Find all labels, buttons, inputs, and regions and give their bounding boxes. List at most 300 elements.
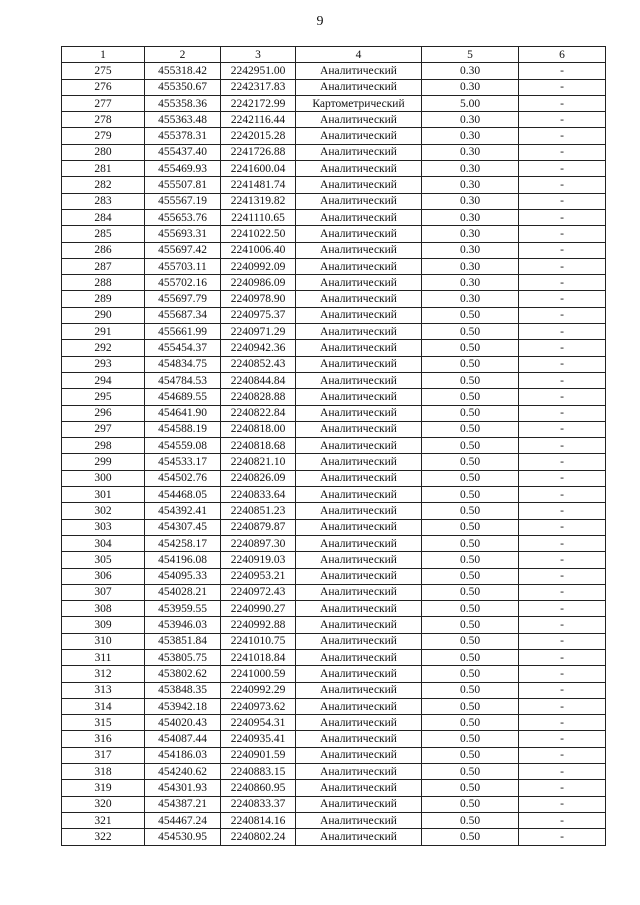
y-coordinate-cell: 2240972.43 xyxy=(221,584,296,600)
x-coordinate-cell: 454530.95 xyxy=(145,829,221,845)
method-cell: Аналитический xyxy=(296,275,422,291)
point-number-cell: 310 xyxy=(62,633,145,649)
point-number-cell: 301 xyxy=(62,487,145,503)
y-coordinate-cell: 2241726.88 xyxy=(221,144,296,160)
accuracy-cell: 0.30 xyxy=(422,177,519,193)
header-row xyxy=(62,47,606,63)
method-cell: Аналитический xyxy=(296,209,422,225)
point-number-cell: 308 xyxy=(62,601,145,617)
note-cell: - xyxy=(519,584,606,600)
table-row xyxy=(62,617,606,633)
table-row xyxy=(62,79,606,95)
note-cell: - xyxy=(519,275,606,291)
accuracy-cell: 0.30 xyxy=(422,258,519,274)
accuracy-cell: 0.30 xyxy=(422,63,519,79)
accuracy-cell: 0.50 xyxy=(422,796,519,812)
method-cell: Аналитический xyxy=(296,291,422,307)
accuracy-cell: 0.50 xyxy=(422,731,519,747)
y-coordinate-cell: 2240851.23 xyxy=(221,503,296,519)
table-row xyxy=(62,747,606,763)
x-coordinate-cell: 453946.03 xyxy=(145,617,221,633)
method-cell: Аналитический xyxy=(296,307,422,323)
y-coordinate-cell: 2240818.00 xyxy=(221,421,296,437)
x-coordinate-cell: 454689.55 xyxy=(145,389,221,405)
accuracy-cell: 0.50 xyxy=(422,715,519,731)
table-row xyxy=(62,584,606,600)
note-cell: - xyxy=(519,519,606,535)
point-number-cell: 313 xyxy=(62,682,145,698)
x-coordinate-cell: 455350.67 xyxy=(145,79,221,95)
x-coordinate-cell: 454588.19 xyxy=(145,421,221,437)
method-cell: Аналитический xyxy=(296,764,422,780)
x-coordinate-cell: 454028.21 xyxy=(145,584,221,600)
accuracy-cell: 0.50 xyxy=(422,617,519,633)
point-number-cell: 276 xyxy=(62,79,145,95)
table-row xyxy=(62,764,606,780)
note-cell: - xyxy=(519,307,606,323)
y-coordinate-cell: 2240818.68 xyxy=(221,438,296,454)
y-coordinate-cell: 2240828.88 xyxy=(221,389,296,405)
x-coordinate-cell: 455697.79 xyxy=(145,291,221,307)
accuracy-cell: 5.00 xyxy=(422,95,519,111)
point-number-cell: 320 xyxy=(62,796,145,812)
note-cell: - xyxy=(519,747,606,763)
note-cell: - xyxy=(519,372,606,388)
note-cell: - xyxy=(519,617,606,633)
point-number-cell: 295 xyxy=(62,389,145,405)
point-number-cell: 321 xyxy=(62,812,145,828)
table-row xyxy=(62,470,606,486)
point-number-cell: 309 xyxy=(62,617,145,633)
table-row xyxy=(62,812,606,828)
table-row xyxy=(62,275,606,291)
x-coordinate-cell: 454186.03 xyxy=(145,747,221,763)
x-coordinate-cell: 455661.99 xyxy=(145,324,221,340)
y-coordinate-cell: 2240883.15 xyxy=(221,764,296,780)
y-coordinate-cell: 2240826.09 xyxy=(221,470,296,486)
method-cell: Аналитический xyxy=(296,633,422,649)
accuracy-cell: 0.50 xyxy=(422,552,519,568)
accuracy-cell: 0.50 xyxy=(422,666,519,682)
accuracy-cell: 0.50 xyxy=(422,633,519,649)
table-row xyxy=(62,715,606,731)
point-number-cell: 280 xyxy=(62,144,145,160)
note-cell: - xyxy=(519,226,606,242)
accuracy-cell: 0.50 xyxy=(422,454,519,470)
table-row xyxy=(62,389,606,405)
accuracy-cell: 0.50 xyxy=(422,535,519,551)
table-row xyxy=(62,161,606,177)
table-row xyxy=(62,780,606,796)
method-cell: Аналитический xyxy=(296,487,422,503)
accuracy-cell: 0.30 xyxy=(422,161,519,177)
table-row xyxy=(62,438,606,454)
column-header: 4 xyxy=(296,47,422,63)
x-coordinate-cell: 455693.31 xyxy=(145,226,221,242)
y-coordinate-cell: 2242317.83 xyxy=(221,79,296,95)
note-cell: - xyxy=(519,112,606,128)
note-cell: - xyxy=(519,812,606,828)
note-cell: - xyxy=(519,470,606,486)
method-cell: Аналитический xyxy=(296,682,422,698)
x-coordinate-cell: 453802.62 xyxy=(145,666,221,682)
x-coordinate-cell: 454468.05 xyxy=(145,487,221,503)
y-coordinate-cell: 2241010.75 xyxy=(221,633,296,649)
y-coordinate-cell: 2240954.31 xyxy=(221,715,296,731)
y-coordinate-cell: 2240935.41 xyxy=(221,731,296,747)
accuracy-cell: 0.50 xyxy=(422,421,519,437)
note-cell: - xyxy=(519,454,606,470)
point-number-cell: 281 xyxy=(62,161,145,177)
y-coordinate-cell: 2242015.28 xyxy=(221,128,296,144)
x-coordinate-cell: 453959.55 xyxy=(145,601,221,617)
x-coordinate-cell: 455454.37 xyxy=(145,340,221,356)
note-cell: - xyxy=(519,633,606,649)
note-cell: - xyxy=(519,356,606,372)
table-row xyxy=(62,698,606,714)
column-header: 6 xyxy=(519,47,606,63)
method-cell: Аналитический xyxy=(296,666,422,682)
method-cell: Аналитический xyxy=(296,63,422,79)
accuracy-cell: 0.50 xyxy=(422,829,519,845)
accuracy-cell: 0.30 xyxy=(422,112,519,128)
y-coordinate-cell: 2240973.62 xyxy=(221,698,296,714)
table-row xyxy=(62,829,606,845)
table-row xyxy=(62,291,606,307)
method-cell: Аналитический xyxy=(296,161,422,177)
y-coordinate-cell: 2240953.21 xyxy=(221,568,296,584)
y-coordinate-cell: 2241110.65 xyxy=(221,209,296,225)
method-cell: Аналитический xyxy=(296,454,422,470)
note-cell: - xyxy=(519,487,606,503)
note-cell: - xyxy=(519,552,606,568)
x-coordinate-cell: 454784.53 xyxy=(145,372,221,388)
method-cell: Аналитический xyxy=(296,112,422,128)
accuracy-cell: 0.50 xyxy=(422,764,519,780)
method-cell: Аналитический xyxy=(296,144,422,160)
note-cell: - xyxy=(519,568,606,584)
accuracy-cell: 0.50 xyxy=(422,487,519,503)
method-cell: Аналитический xyxy=(296,324,422,340)
accuracy-cell: 0.30 xyxy=(422,209,519,225)
note-cell: - xyxy=(519,796,606,812)
method-cell: Аналитический xyxy=(296,438,422,454)
y-coordinate-cell: 2240879.87 xyxy=(221,519,296,535)
table-row xyxy=(62,242,606,258)
y-coordinate-cell: 2240986.09 xyxy=(221,275,296,291)
point-number-cell: 288 xyxy=(62,275,145,291)
table-row xyxy=(62,487,606,503)
note-cell: - xyxy=(519,95,606,111)
point-number-cell: 307 xyxy=(62,584,145,600)
note-cell: - xyxy=(519,682,606,698)
accuracy-cell: 0.30 xyxy=(422,144,519,160)
y-coordinate-cell: 2240978.90 xyxy=(221,291,296,307)
table-row xyxy=(62,340,606,356)
y-coordinate-cell: 2240852.43 xyxy=(221,356,296,372)
accuracy-cell: 0.50 xyxy=(422,324,519,340)
table-row xyxy=(62,666,606,682)
table-row xyxy=(62,209,606,225)
accuracy-cell: 0.50 xyxy=(422,698,519,714)
y-coordinate-cell: 2241481.74 xyxy=(221,177,296,193)
method-cell: Аналитический xyxy=(296,405,422,421)
point-number-cell: 293 xyxy=(62,356,145,372)
point-number-cell: 304 xyxy=(62,535,145,551)
note-cell: - xyxy=(519,731,606,747)
y-coordinate-cell: 2240833.37 xyxy=(221,796,296,812)
table-row xyxy=(62,519,606,535)
table-row xyxy=(62,128,606,144)
table-row xyxy=(62,372,606,388)
method-cell: Аналитический xyxy=(296,731,422,747)
accuracy-cell: 0.50 xyxy=(422,389,519,405)
method-cell: Аналитический xyxy=(296,356,422,372)
method-cell: Аналитический xyxy=(296,601,422,617)
x-coordinate-cell: 455653.76 xyxy=(145,209,221,225)
method-cell: Аналитический xyxy=(296,258,422,274)
x-coordinate-cell: 455567.19 xyxy=(145,193,221,209)
x-coordinate-cell: 454307.45 xyxy=(145,519,221,535)
x-coordinate-cell: 454301.93 xyxy=(145,780,221,796)
accuracy-cell: 0.50 xyxy=(422,601,519,617)
accuracy-cell: 0.50 xyxy=(422,438,519,454)
point-number-cell: 285 xyxy=(62,226,145,242)
accuracy-cell: 0.50 xyxy=(422,356,519,372)
x-coordinate-cell: 454387.21 xyxy=(145,796,221,812)
x-coordinate-cell: 455702.16 xyxy=(145,275,221,291)
point-number-cell: 305 xyxy=(62,552,145,568)
y-coordinate-cell: 2240897.30 xyxy=(221,535,296,551)
point-number-cell: 291 xyxy=(62,324,145,340)
note-cell: - xyxy=(519,79,606,95)
coordinates-table xyxy=(61,46,606,846)
table-row xyxy=(62,177,606,193)
accuracy-cell: 0.30 xyxy=(422,128,519,144)
method-cell: Аналитический xyxy=(296,829,422,845)
point-number-cell: 306 xyxy=(62,568,145,584)
accuracy-cell: 0.50 xyxy=(422,503,519,519)
table-row xyxy=(62,503,606,519)
point-number-cell: 286 xyxy=(62,242,145,258)
accuracy-cell: 0.50 xyxy=(422,747,519,763)
point-number-cell: 318 xyxy=(62,764,145,780)
method-cell: Аналитический xyxy=(296,698,422,714)
table-row xyxy=(62,649,606,665)
column-header: 1 xyxy=(62,47,145,63)
y-coordinate-cell: 2241600.04 xyxy=(221,161,296,177)
method-cell: Аналитический xyxy=(296,421,422,437)
y-coordinate-cell: 2241018.84 xyxy=(221,649,296,665)
y-coordinate-cell: 2240860.95 xyxy=(221,780,296,796)
method-cell: Аналитический xyxy=(296,780,422,796)
y-coordinate-cell: 2242116.44 xyxy=(221,112,296,128)
note-cell: - xyxy=(519,242,606,258)
point-number-cell: 319 xyxy=(62,780,145,796)
table-row xyxy=(62,601,606,617)
table-row xyxy=(62,112,606,128)
note-cell: - xyxy=(519,389,606,405)
table-row xyxy=(62,356,606,372)
table-row xyxy=(62,95,606,111)
note-cell: - xyxy=(519,128,606,144)
point-number-cell: 316 xyxy=(62,731,145,747)
table-row xyxy=(62,226,606,242)
note-cell: - xyxy=(519,438,606,454)
accuracy-cell: 0.50 xyxy=(422,568,519,584)
method-cell: Аналитический xyxy=(296,128,422,144)
note-cell: - xyxy=(519,291,606,307)
note-cell: - xyxy=(519,666,606,682)
table-row xyxy=(62,796,606,812)
x-coordinate-cell: 454641.90 xyxy=(145,405,221,421)
y-coordinate-cell: 2240992.09 xyxy=(221,258,296,274)
note-cell: - xyxy=(519,764,606,780)
x-coordinate-cell: 454834.75 xyxy=(145,356,221,372)
x-coordinate-cell: 455363.48 xyxy=(145,112,221,128)
x-coordinate-cell: 454258.17 xyxy=(145,535,221,551)
table-header xyxy=(62,47,606,63)
note-cell: - xyxy=(519,209,606,225)
point-number-cell: 303 xyxy=(62,519,145,535)
note-cell: - xyxy=(519,161,606,177)
x-coordinate-cell: 453805.75 xyxy=(145,649,221,665)
method-cell: Аналитический xyxy=(296,535,422,551)
point-number-cell: 275 xyxy=(62,63,145,79)
x-coordinate-cell: 455507.81 xyxy=(145,177,221,193)
point-number-cell: 277 xyxy=(62,95,145,111)
y-coordinate-cell: 2240901.59 xyxy=(221,747,296,763)
accuracy-cell: 0.30 xyxy=(422,226,519,242)
x-coordinate-cell: 454502.76 xyxy=(145,470,221,486)
page-number: 9 xyxy=(316,14,324,29)
x-coordinate-cell: 454559.08 xyxy=(145,438,221,454)
point-number-cell: 282 xyxy=(62,177,145,193)
y-coordinate-cell: 2240971.29 xyxy=(221,324,296,340)
y-coordinate-cell: 2240833.64 xyxy=(221,487,296,503)
y-coordinate-cell: 2241319.82 xyxy=(221,193,296,209)
x-coordinate-cell: 455358.36 xyxy=(145,95,221,111)
note-cell: - xyxy=(519,177,606,193)
accuracy-cell: 0.50 xyxy=(422,372,519,388)
x-coordinate-cell: 453851.84 xyxy=(145,633,221,649)
note-cell: - xyxy=(519,698,606,714)
y-coordinate-cell: 2241000.59 xyxy=(221,666,296,682)
x-coordinate-cell: 453848.35 xyxy=(145,682,221,698)
accuracy-cell: 0.50 xyxy=(422,405,519,421)
method-cell: Аналитический xyxy=(296,193,422,209)
point-number-cell: 283 xyxy=(62,193,145,209)
table-row xyxy=(62,568,606,584)
accuracy-cell: 0.30 xyxy=(422,275,519,291)
x-coordinate-cell: 454240.62 xyxy=(145,764,221,780)
table-row xyxy=(62,552,606,568)
point-number-cell: 317 xyxy=(62,747,145,763)
y-coordinate-cell: 2242951.00 xyxy=(221,63,296,79)
method-cell: Аналитический xyxy=(296,340,422,356)
accuracy-cell: 0.50 xyxy=(422,812,519,828)
point-number-cell: 287 xyxy=(62,258,145,274)
x-coordinate-cell: 455697.42 xyxy=(145,242,221,258)
note-cell: - xyxy=(519,144,606,160)
method-cell: Аналитический xyxy=(296,715,422,731)
method-cell: Аналитический xyxy=(296,552,422,568)
y-coordinate-cell: 2240919.03 xyxy=(221,552,296,568)
note-cell: - xyxy=(519,601,606,617)
column-header: 5 xyxy=(422,47,519,63)
point-number-cell: 278 xyxy=(62,112,145,128)
method-cell: Аналитический xyxy=(296,177,422,193)
table-row xyxy=(62,307,606,323)
method-cell: Аналитический xyxy=(296,226,422,242)
table-row xyxy=(62,258,606,274)
method-cell: Аналитический xyxy=(296,79,422,95)
method-cell: Аналитический xyxy=(296,617,422,633)
method-cell: Аналитический xyxy=(296,584,422,600)
x-coordinate-cell: 454392.41 xyxy=(145,503,221,519)
y-coordinate-cell: 2240802.24 xyxy=(221,829,296,845)
note-cell: - xyxy=(519,193,606,209)
x-coordinate-cell: 454095.33 xyxy=(145,568,221,584)
y-coordinate-cell: 2240992.88 xyxy=(221,617,296,633)
accuracy-cell: 0.30 xyxy=(422,242,519,258)
x-coordinate-cell: 454020.43 xyxy=(145,715,221,731)
note-cell: - xyxy=(519,324,606,340)
method-cell: Аналитический xyxy=(296,747,422,763)
accuracy-cell: 0.50 xyxy=(422,780,519,796)
accuracy-cell: 0.50 xyxy=(422,682,519,698)
note-cell: - xyxy=(519,258,606,274)
note-cell: - xyxy=(519,649,606,665)
point-number-cell: 315 xyxy=(62,715,145,731)
y-coordinate-cell: 2240814.16 xyxy=(221,812,296,828)
x-coordinate-cell: 453942.18 xyxy=(145,698,221,714)
table-row xyxy=(62,324,606,340)
table-row xyxy=(62,682,606,698)
method-cell: Картометрический xyxy=(296,95,422,111)
y-coordinate-cell: 2240844.84 xyxy=(221,372,296,388)
method-cell: Аналитический xyxy=(296,503,422,519)
y-coordinate-cell: 2240992.29 xyxy=(221,682,296,698)
method-cell: Аналитический xyxy=(296,812,422,828)
accuracy-cell: 0.50 xyxy=(422,307,519,323)
table-row xyxy=(62,731,606,747)
accuracy-cell: 0.50 xyxy=(422,649,519,665)
x-coordinate-cell: 455437.40 xyxy=(145,144,221,160)
table-row xyxy=(62,633,606,649)
point-number-cell: 311 xyxy=(62,649,145,665)
note-cell: - xyxy=(519,340,606,356)
y-coordinate-cell: 2240942.36 xyxy=(221,340,296,356)
y-coordinate-cell: 2241022.50 xyxy=(221,226,296,242)
note-cell: - xyxy=(519,405,606,421)
point-number-cell: 284 xyxy=(62,209,145,225)
table-row xyxy=(62,144,606,160)
method-cell: Аналитический xyxy=(296,470,422,486)
accuracy-cell: 0.50 xyxy=(422,340,519,356)
method-cell: Аналитический xyxy=(296,649,422,665)
column-header: 2 xyxy=(145,47,221,63)
point-number-cell: 314 xyxy=(62,698,145,714)
table-body xyxy=(62,63,606,845)
note-cell: - xyxy=(519,421,606,437)
column-header: 3 xyxy=(221,47,296,63)
point-number-cell: 294 xyxy=(62,372,145,388)
accuracy-cell: 0.30 xyxy=(422,193,519,209)
note-cell: - xyxy=(519,503,606,519)
note-cell: - xyxy=(519,829,606,845)
x-coordinate-cell: 455687.34 xyxy=(145,307,221,323)
